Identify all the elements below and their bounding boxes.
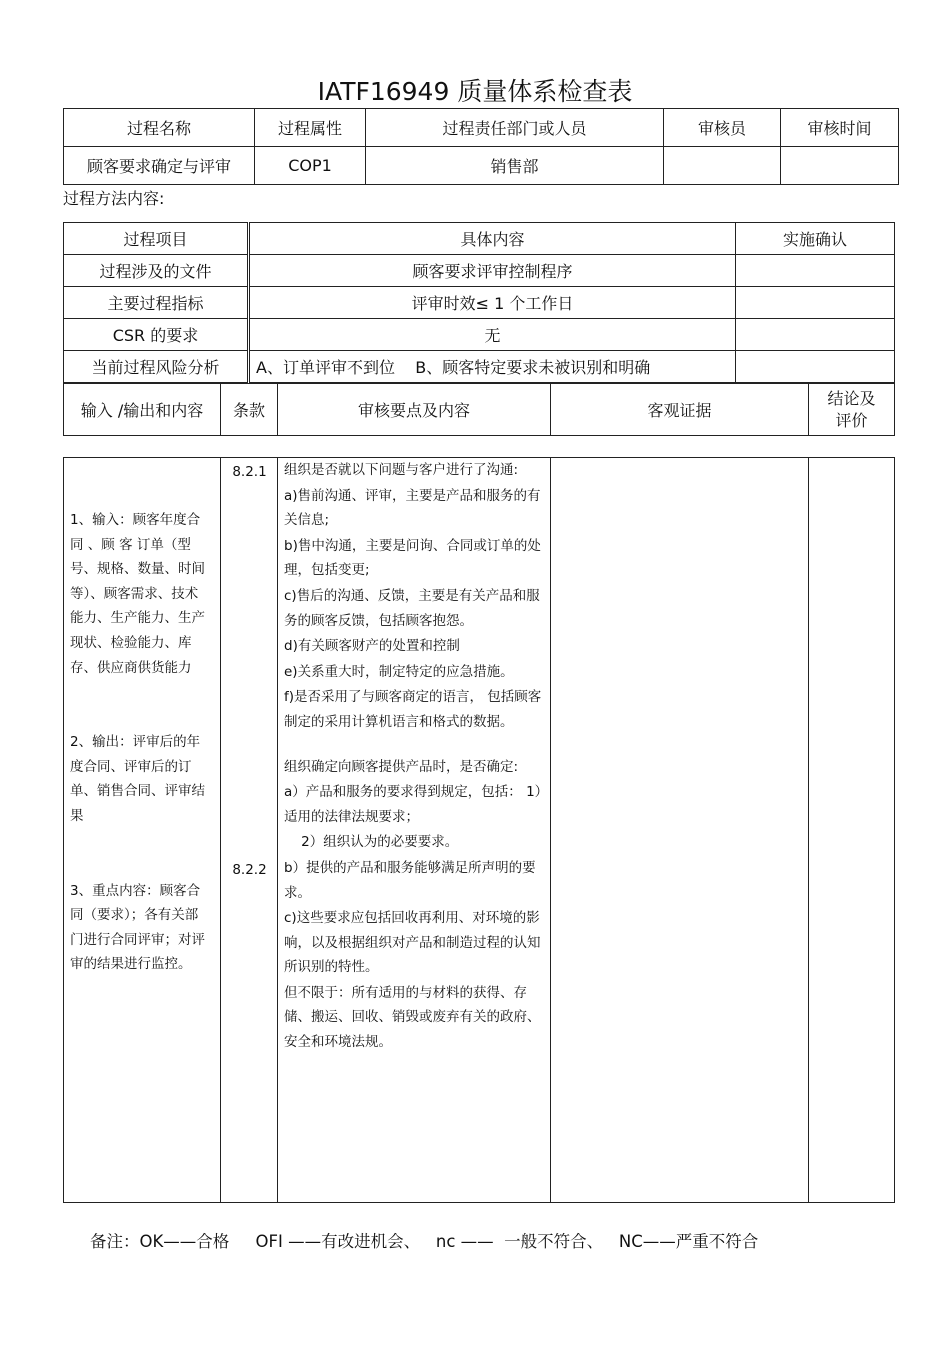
- process-content: 评审时效≤ 1 个工作日: [249, 287, 736, 319]
- audit-point: 组织确定向顾客提供产品时，是否确定:: [284, 758, 519, 775]
- header-cell: 过程属性: [255, 109, 366, 147]
- process-name: 顾客要求确定与评审: [64, 147, 255, 185]
- header-cell: 实施确认: [736, 223, 895, 255]
- process-item: 当前过程风险分析: [64, 351, 249, 383]
- header-cell: 过程责任部门或人员: [366, 109, 664, 147]
- header-cell: 结论及 评价: [809, 384, 895, 436]
- auditor-field[interactable]: [664, 147, 781, 185]
- process-item: CSR 的要求: [64, 319, 249, 351]
- checklist-table: [63, 457, 895, 1203]
- confirmation-field[interactable]: [736, 287, 895, 319]
- audit-point: 组织是否就以下问题与客户进行了沟通:: [284, 462, 519, 478]
- audit-point: b)售中沟通，主要是问询、合同或订单的处理，包括变更;: [284, 537, 541, 579]
- process-item: 主要过程指标: [64, 287, 249, 319]
- evidence-field[interactable]: [551, 458, 809, 1203]
- audit-point: b）提供的产品和服务能够满足所声明的要求。: [284, 859, 536, 901]
- footnote: 备注：OK——合格 OFI ——有改进机会、 nc —— 一般不符合、 NC——严重不符合: [90, 1232, 759, 1251]
- audit-point: e)关系重大时，制定特定的应急措施。: [284, 663, 514, 680]
- method-caption: 过程方法内容:: [63, 189, 165, 208]
- confirmation-field[interactable]: [736, 255, 895, 287]
- conclusion-field[interactable]: [809, 458, 895, 1203]
- clause-cell: [221, 458, 278, 1203]
- audit-points-cell: [278, 458, 551, 1203]
- process-content: A、订单评审不到位 B、顾客特定要求未被识别和明确: [249, 351, 736, 383]
- header-cell: 审核时间: [781, 109, 899, 147]
- audit-point: a)售前沟通、评审，主要是产品和服务的有关信息;: [284, 487, 541, 529]
- process-item: 过程涉及的文件: [64, 255, 249, 287]
- clause-number: 8.2.1: [232, 464, 267, 480]
- io-block: 3、重点内容：顾客合同（要求）；各有关部门进行合同评审；对评审的结果进行监控。: [70, 882, 205, 973]
- header-cell: 审核员: [664, 109, 781, 147]
- process-content: 顾客要求评审控制程序: [249, 255, 736, 287]
- audit-point: 2）组织认为的必要要求。: [284, 834, 459, 851]
- confirmation-field[interactable]: [736, 319, 895, 351]
- process-attribute: COP1: [255, 147, 366, 185]
- audit-point: 但不限于：所有适用的与材料的获得、存储、搬运、回收、销毁或废弃有关的政府、安全和环境法规。: [284, 984, 541, 1051]
- header-cell: 过程项目: [64, 223, 249, 255]
- clause-number: 8.2.2: [232, 862, 267, 878]
- audit-point: f)是否采用了与顾客商定的语言， 包括顾客制定的采用计算机语言和格式的数据。: [284, 689, 542, 730]
- audit-point: c)这些要求应包括回收再利用、对环境的影响，以及根据组织对产品和制造过程的认知所识别的特性。: [284, 910, 541, 976]
- header-table: [63, 108, 899, 185]
- audit-point: c)售后的沟通、反馈，主要是有关产品和服务的顾客反馈，包括顾客抱怨。: [284, 587, 540, 629]
- process-content: 无: [249, 319, 736, 351]
- header-cell: 输入 /输出和内容: [64, 384, 221, 436]
- header-cell: 客观证据: [551, 384, 809, 436]
- audit-point: d)有关顾客财产的处置和控制: [284, 638, 460, 655]
- header-cell: 审核要点及内容: [278, 384, 551, 436]
- confirmation-field[interactable]: [736, 351, 895, 383]
- audit-time-field[interactable]: [781, 147, 899, 185]
- method-table: [63, 222, 895, 383]
- io-block: 1、输入：顾客年度合 同 、顾 客 订单（型号、规格、数量、时间等）、顾客需求、技术能力、生产能力、生产现状、检验能力、库存、供应商供货能力: [70, 512, 205, 676]
- header-cell: 具体内容: [249, 223, 736, 255]
- responsible-department: 销售部: [366, 147, 664, 185]
- checklist-header: [63, 383, 895, 436]
- header-cell: 过程名称: [64, 109, 255, 147]
- header-cell: 条款: [221, 384, 278, 436]
- io-content-cell: [64, 458, 221, 1203]
- page-title: IATF16949 质量体系检查表: [317, 77, 633, 106]
- audit-point: a）产品和服务的要求得到规定，包括： 1）适用的法律法规要求；: [284, 784, 542, 825]
- io-block: 2、输出：评审后的年度合同、评审后的订单、销售合同、评审结果: [70, 734, 205, 824]
